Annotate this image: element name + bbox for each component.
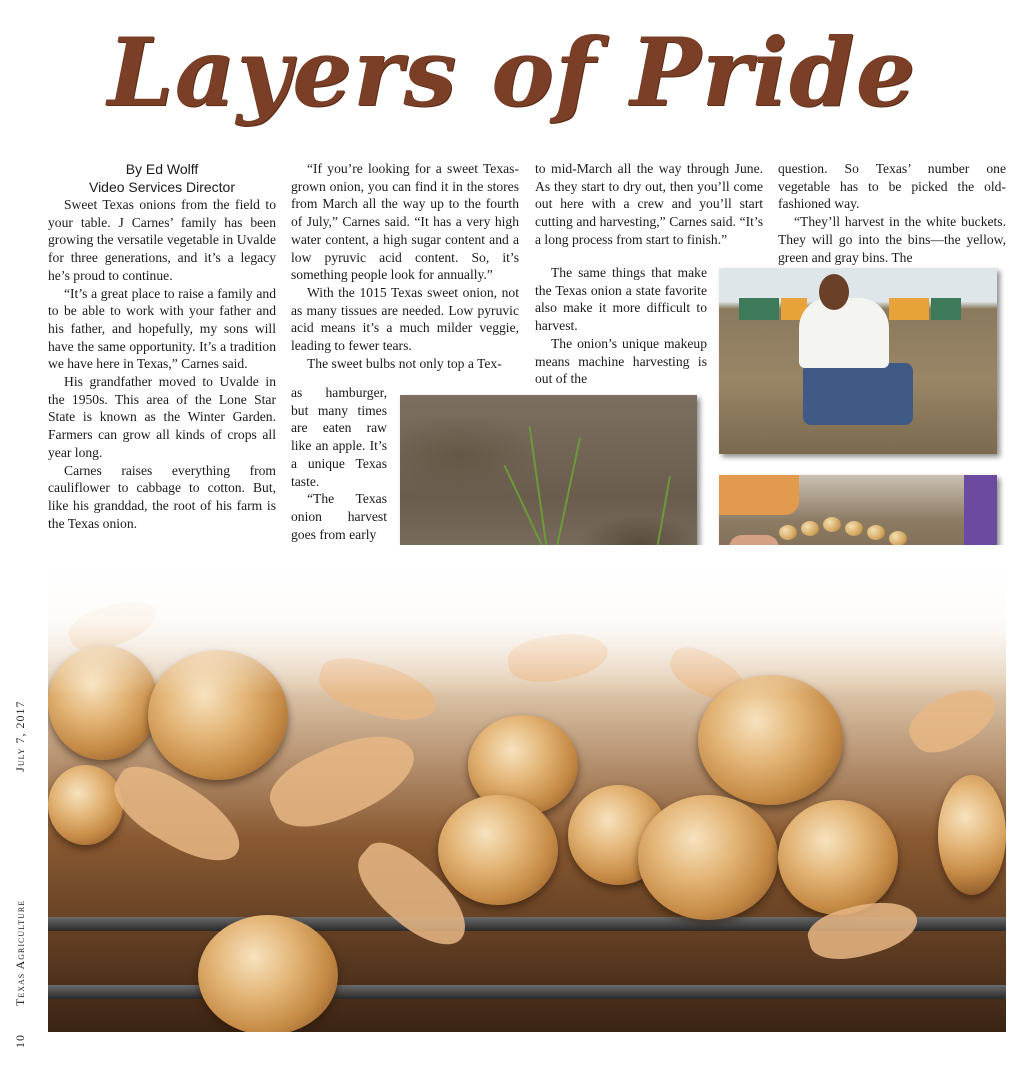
column-3	[535, 160, 763, 249]
yellow-bin	[889, 298, 929, 320]
paragraph: The onion’s unique makeup means machine harvesting is out of the	[535, 335, 707, 387]
farmer-head	[819, 274, 849, 310]
paragraph: “The Texas onion harvest goes from early	[291, 491, 387, 542]
byline-author: By Ed Wolff	[125, 161, 199, 177]
onion	[778, 800, 898, 915]
top-fade	[48, 545, 1006, 695]
paragraph: as hamburger, but many times are eaten raw like an apple. It’s a unique Texas taste.	[291, 385, 387, 489]
issue-date: July 7, 2017	[13, 700, 27, 772]
onion	[638, 795, 778, 920]
paragraph: “It’s a great place to raise a family and to be able to work with your father and his father, and hopefully, my sons will have the same opportunity. It’s a tradition we have here in Texas,” Carnes said.	[48, 285, 276, 372]
paragraph: Carnes raises everything from cauliflower to cabbage to cotton. But, like his granddad, the root of his farm is the Texas onion.	[48, 462, 276, 531]
paragraph: question. So Texas’ number one vegetable has to be picked the old-fashioned way.	[778, 161, 1006, 212]
paragraph: The same things that make the Texas onion a state favorite also make it more difficult to harvest.	[535, 265, 707, 334]
green-bin	[739, 298, 779, 320]
article-title: Layers of Pride	[107, 18, 917, 128]
column-3-continued	[535, 264, 707, 388]
paragraph: Sweet Texas onions from the field to your table. J Carnes’ family has been growing the versatile vegetable in Uvalde for three generations, and it’s a legacy he’s proud to continue.	[48, 197, 276, 283]
sprout	[655, 476, 671, 555]
paragraph: The sweet bulbs not only top a Tex-	[307, 355, 502, 371]
page-number: 10	[13, 1034, 27, 1048]
page-footer	[13, 700, 28, 1048]
worker-arm	[719, 475, 799, 515]
column-4	[778, 160, 1006, 266]
onion	[198, 915, 338, 1032]
paragraph: “If you’re looking for a sweet Texas-grown onion, you can find it in the stores from March all the way up to the fourth of July,” Carnes said. “It has a very high water content, a high sugar content and a low pyruvic acid content. So, it’s something people look for annually.”	[291, 161, 519, 283]
publication-name: Texas Agriculture	[13, 899, 27, 1006]
paragraph: His grandfather moved to Uvalde in the 1950s. This area of the Lone Star State is known as the Winter Garden. Farmers can grow all kinds of crops all year long.	[48, 374, 276, 460]
farmer-shirt	[799, 298, 889, 368]
onion	[438, 795, 558, 905]
byline-role: Video Services Director	[88, 179, 236, 195]
paragraph: With the 1015 Texas sweet onion, not as many tissues are needed. Low pyruvic acid means it’s a much milder veggie, leading to fewer tears.	[291, 284, 519, 354]
farmer-jeans	[803, 363, 913, 425]
farmer-photo	[719, 268, 997, 454]
column-2	[291, 160, 519, 372]
paragraph: to mid-March all the way through June. As they start to dry out, then you’ll come out here with a crew and you’ll start cutting and harvesting,” Carnes said. “It’s a long process from start to finish.”	[535, 161, 763, 247]
onion	[48, 765, 123, 845]
green-bin	[931, 298, 961, 320]
onion-pile-photo	[48, 545, 1006, 1032]
paragraph: “They’ll harvest in the white buckets. They will go into the bins—the yellow, green and gray bins. The	[778, 214, 1006, 265]
onion	[938, 775, 1006, 895]
column-2-continued	[291, 384, 387, 543]
column-1	[48, 160, 276, 532]
conveyor-rail	[48, 985, 1006, 999]
